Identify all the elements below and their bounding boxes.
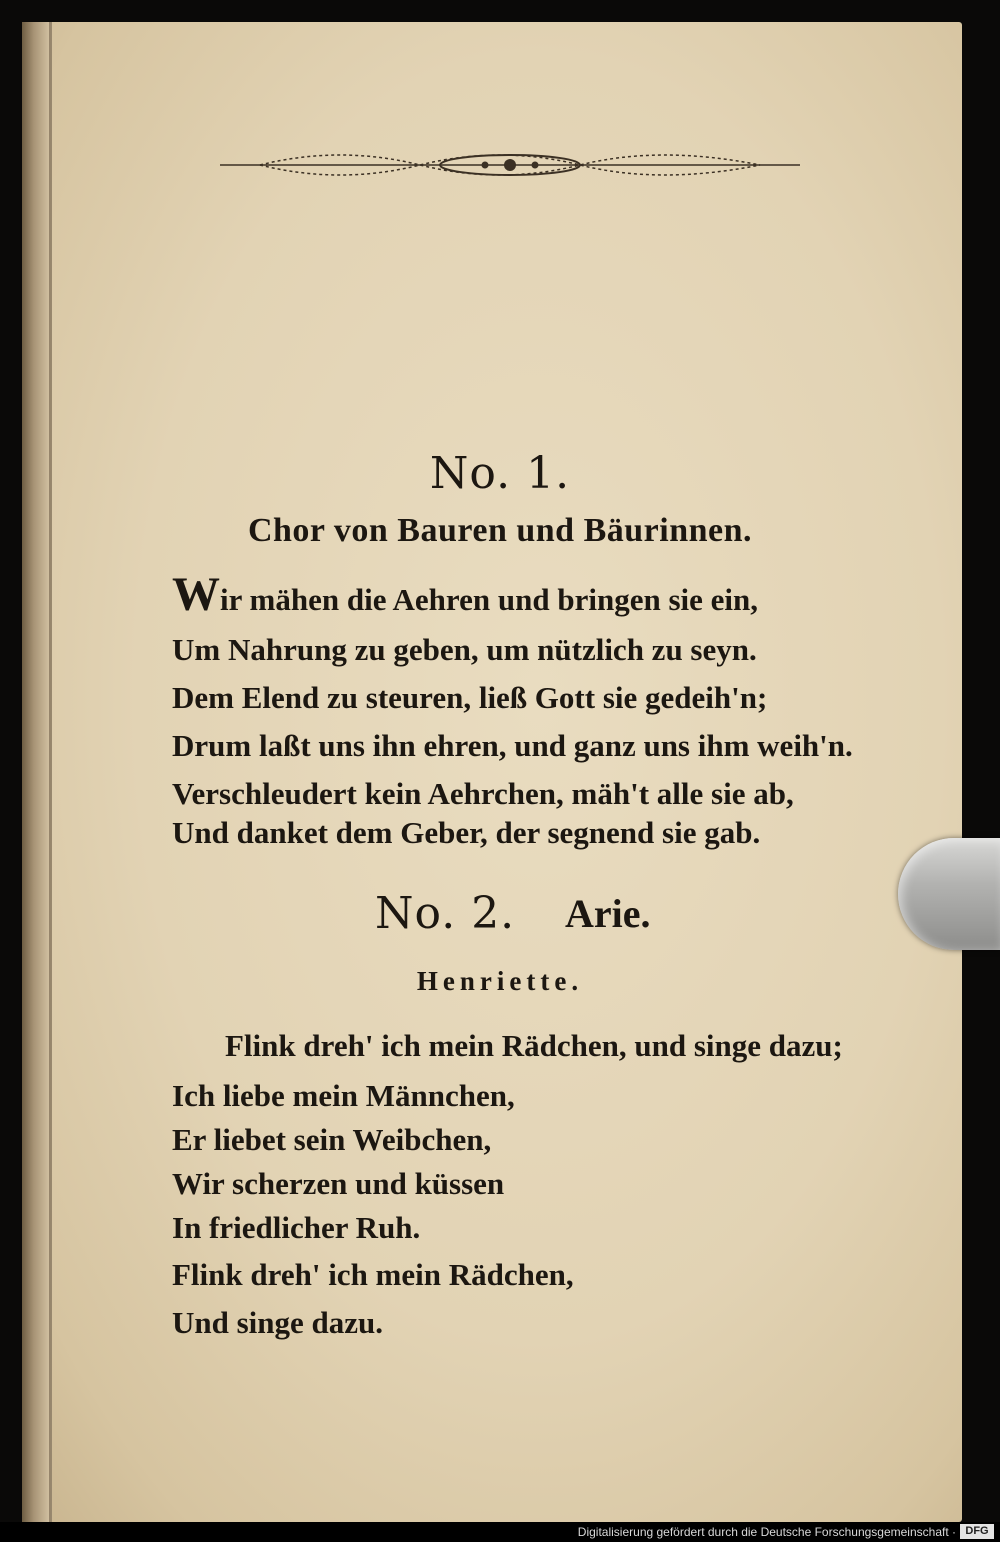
verse-line-text: ir mähen die Aehren und bringen sie ein, — [220, 582, 758, 617]
verse-line: Und danket dem Geber, der segnend sie gab. — [172, 815, 761, 850]
verse-line — [172, 568, 758, 621]
aria-line: Wir scherzen und küssen — [172, 1166, 505, 1201]
aria-line: Ich liebe mein Männchen, — [172, 1078, 515, 1113]
book-page — [22, 22, 962, 1522]
gutter-fold — [49, 22, 52, 1522]
verse-line: Dem Elend zu steuren, ließ Gott sie gedeih'n; — [172, 680, 768, 715]
drop-cap: W — [172, 568, 220, 621]
aria-line: Und singe dazu. — [172, 1305, 384, 1340]
section-1-title: Chor von Bauren und Bäurinnen. — [247, 512, 753, 549]
verse-line: Drum laßt uns ihn ehren, und ganz uns ihm weih'n. — [172, 728, 853, 763]
aria-line: Flink dreh' ich mein Rädchen, und singe dazu; — [225, 1028, 843, 1063]
ornament-divider — [220, 140, 800, 190]
footer-bar — [0, 1522, 1000, 1542]
aria-line: Flink dreh' ich mein Rädchen, — [172, 1257, 574, 1292]
verse-line: Verschleudert kein Aehrchen, mäh't alle sie ab, — [172, 776, 794, 811]
footer-credit: Digitalisierung gefördert durch die Deutsche Forschungsgemeinschaft · — [577, 1525, 956, 1539]
aria-line: In friedlicher Ruh. — [172, 1210, 421, 1245]
speaker-name: Henriette. — [416, 966, 584, 996]
section-2-number: No. 2. — [375, 888, 516, 939]
page-gutter — [22, 22, 52, 1522]
section-1-number: No. 1. — [429, 448, 571, 499]
dfg-logo: DFG — [960, 1524, 994, 1539]
page-clip-tab — [898, 838, 1000, 950]
aria-line: Er liebet sein Weibchen, — [172, 1122, 492, 1157]
section-2-kind: Arie. — [565, 891, 651, 936]
verse-line: Um Nahrung zu geben, um nützlich zu seyn. — [172, 632, 757, 667]
